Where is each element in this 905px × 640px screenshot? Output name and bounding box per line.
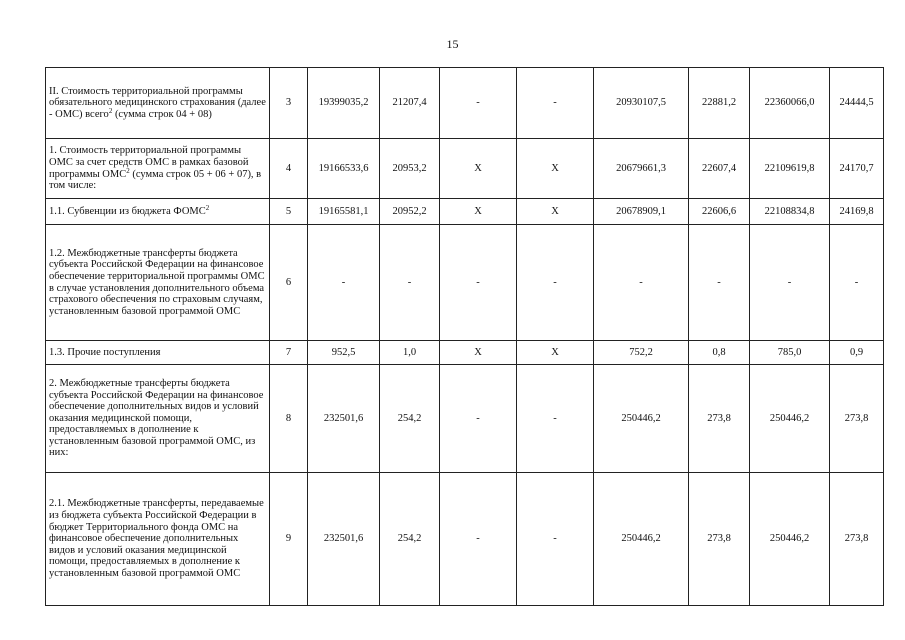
value-cell: 952,5 xyxy=(308,341,380,365)
value-cell: - xyxy=(440,225,517,341)
table-row xyxy=(46,365,884,473)
row-name-cell xyxy=(46,68,270,139)
value-cell: 21207,4 xyxy=(380,68,440,139)
value-cell: 20953,2 xyxy=(380,139,440,199)
row-name: 1.1. Субвенции из бюджета ФОМС xyxy=(49,205,206,217)
table-row xyxy=(46,68,884,139)
value-cell: 20678909,1 xyxy=(594,199,689,225)
row-name: 1.2. Межбюджетные трансферты бюджета субъекта Российской Федерации на финансовое обеспечение территориальной программы ОМС в случае установления дополнительного объема страхового обеспечения по страховым случаям, установленным базовой программой ОМС xyxy=(49,247,265,317)
page-number: 15 xyxy=(446,37,459,51)
row-name: 1.3. Прочие поступления xyxy=(49,346,161,358)
row-name-cell xyxy=(46,199,270,225)
value-cell: X xyxy=(517,199,594,225)
value-cell: - xyxy=(517,225,594,341)
value-cell: X xyxy=(440,341,517,365)
value-cell: - xyxy=(440,68,517,139)
value-cell: 0,9 xyxy=(830,341,884,365)
value-cell: - xyxy=(689,225,750,341)
row-name-cell xyxy=(46,225,270,341)
value-cell: 1,0 xyxy=(380,341,440,365)
value-cell: 254,2 xyxy=(380,473,440,606)
row-name-tail: (сумма строк 04 + 08) xyxy=(112,108,212,120)
row-code-cell: 9 xyxy=(270,473,308,606)
value-cell: 0,8 xyxy=(689,341,750,365)
value-cell: 24444,5 xyxy=(830,68,884,139)
value-cell: 24169,8 xyxy=(830,199,884,225)
page-bottom-margin xyxy=(0,620,905,640)
value-cell: 22109619,8 xyxy=(750,139,830,199)
value-cell: - xyxy=(750,225,830,341)
value-cell: 785,0 xyxy=(750,341,830,365)
table-row xyxy=(46,473,884,606)
row-code-cell: 7 xyxy=(270,341,308,365)
row-code-cell: 4 xyxy=(270,139,308,199)
value-cell: 752,2 xyxy=(594,341,689,365)
value-cell: 250446,2 xyxy=(594,473,689,606)
value-cell: - xyxy=(830,225,884,341)
value-cell: 22606,6 xyxy=(689,199,750,225)
row-name: 2. Межбюджетные трансферты бюджета субъекта Российской Федерации на финансовое обеспечение дополнительных видов и условий оказания медицинской помощи, предоставляемых в дополнение к установленным базовой программой ОМС, из них: xyxy=(49,377,264,459)
value-cell: 254,2 xyxy=(380,365,440,473)
value-cell: - xyxy=(380,225,440,341)
value-cell: 232501,6 xyxy=(308,365,380,473)
table-row xyxy=(46,341,884,365)
value-cell: 19399035,2 xyxy=(308,68,380,139)
value-cell: - xyxy=(517,365,594,473)
budget-table-body xyxy=(46,68,884,606)
row-name: II. Стоимость территориальной программы обязательного медицинского страхования (далее - ОМС) всего xyxy=(49,85,266,120)
value-cell: 24170,7 xyxy=(830,139,884,199)
row-code-cell: 5 xyxy=(270,199,308,225)
row-name-cell xyxy=(46,139,270,199)
value-cell: 273,8 xyxy=(689,365,750,473)
table-row xyxy=(46,199,884,225)
value-cell: X xyxy=(517,341,594,365)
value-cell: - xyxy=(517,68,594,139)
value-cell: 19165581,1 xyxy=(308,199,380,225)
row-name: 1. Стоимость территориальной программы ОМС за счет средств ОМС в рамках базовой программы ОМС xyxy=(49,145,249,180)
value-cell: 250446,2 xyxy=(750,365,830,473)
value-cell: 22108834,8 xyxy=(750,199,830,225)
value-cell: 20930107,5 xyxy=(594,68,689,139)
row-code-cell: 3 xyxy=(270,68,308,139)
value-cell: 273,8 xyxy=(689,473,750,606)
row-name-cell xyxy=(46,473,270,606)
table-row xyxy=(46,225,884,341)
value-cell: 250446,2 xyxy=(594,365,689,473)
value-cell: 273,8 xyxy=(830,473,884,606)
value-cell: - xyxy=(517,473,594,606)
row-name-cell xyxy=(46,365,270,473)
value-cell: 20679661,3 xyxy=(594,139,689,199)
value-cell: - xyxy=(308,225,380,341)
row-name-cell xyxy=(46,341,270,365)
row-code-cell: 8 xyxy=(270,365,308,473)
value-cell: 19166533,6 xyxy=(308,139,380,199)
value-cell: X xyxy=(440,199,517,225)
footnote-marker: 2 xyxy=(108,106,113,115)
value-cell: - xyxy=(594,225,689,341)
row-code-cell: 6 xyxy=(270,225,308,341)
footnote-marker: 2 xyxy=(205,203,210,212)
footnote-marker: 2 xyxy=(126,166,130,175)
value-cell: 20952,2 xyxy=(380,199,440,225)
value-cell: 22360066,0 xyxy=(750,68,830,139)
budget-table xyxy=(45,67,884,606)
row-name: 2.1. Межбюджетные трансферты, передаваемые из бюджета субъекта Российской Федерации в бюджет Территориального фонда ОМС на финансовое обеспечение дополнительных видов и условий оказания медицинской помощи, предоставляемых в дополнение к установленным базовой программой ОМС xyxy=(49,498,264,579)
value-cell: 250446,2 xyxy=(750,473,830,606)
value-cell: X xyxy=(517,139,594,199)
value-cell: X xyxy=(440,139,517,199)
value-cell: 232501,6 xyxy=(308,473,380,606)
table-row xyxy=(46,139,884,199)
value-cell: - xyxy=(440,473,517,606)
value-cell: 273,8 xyxy=(830,365,884,473)
row-name-tail: (сумма строк 05 + 06 + 07), в том числе: xyxy=(49,168,262,192)
value-cell: 22607,4 xyxy=(689,139,750,199)
value-cell: - xyxy=(440,365,517,473)
value-cell: 22881,2 xyxy=(689,68,750,139)
